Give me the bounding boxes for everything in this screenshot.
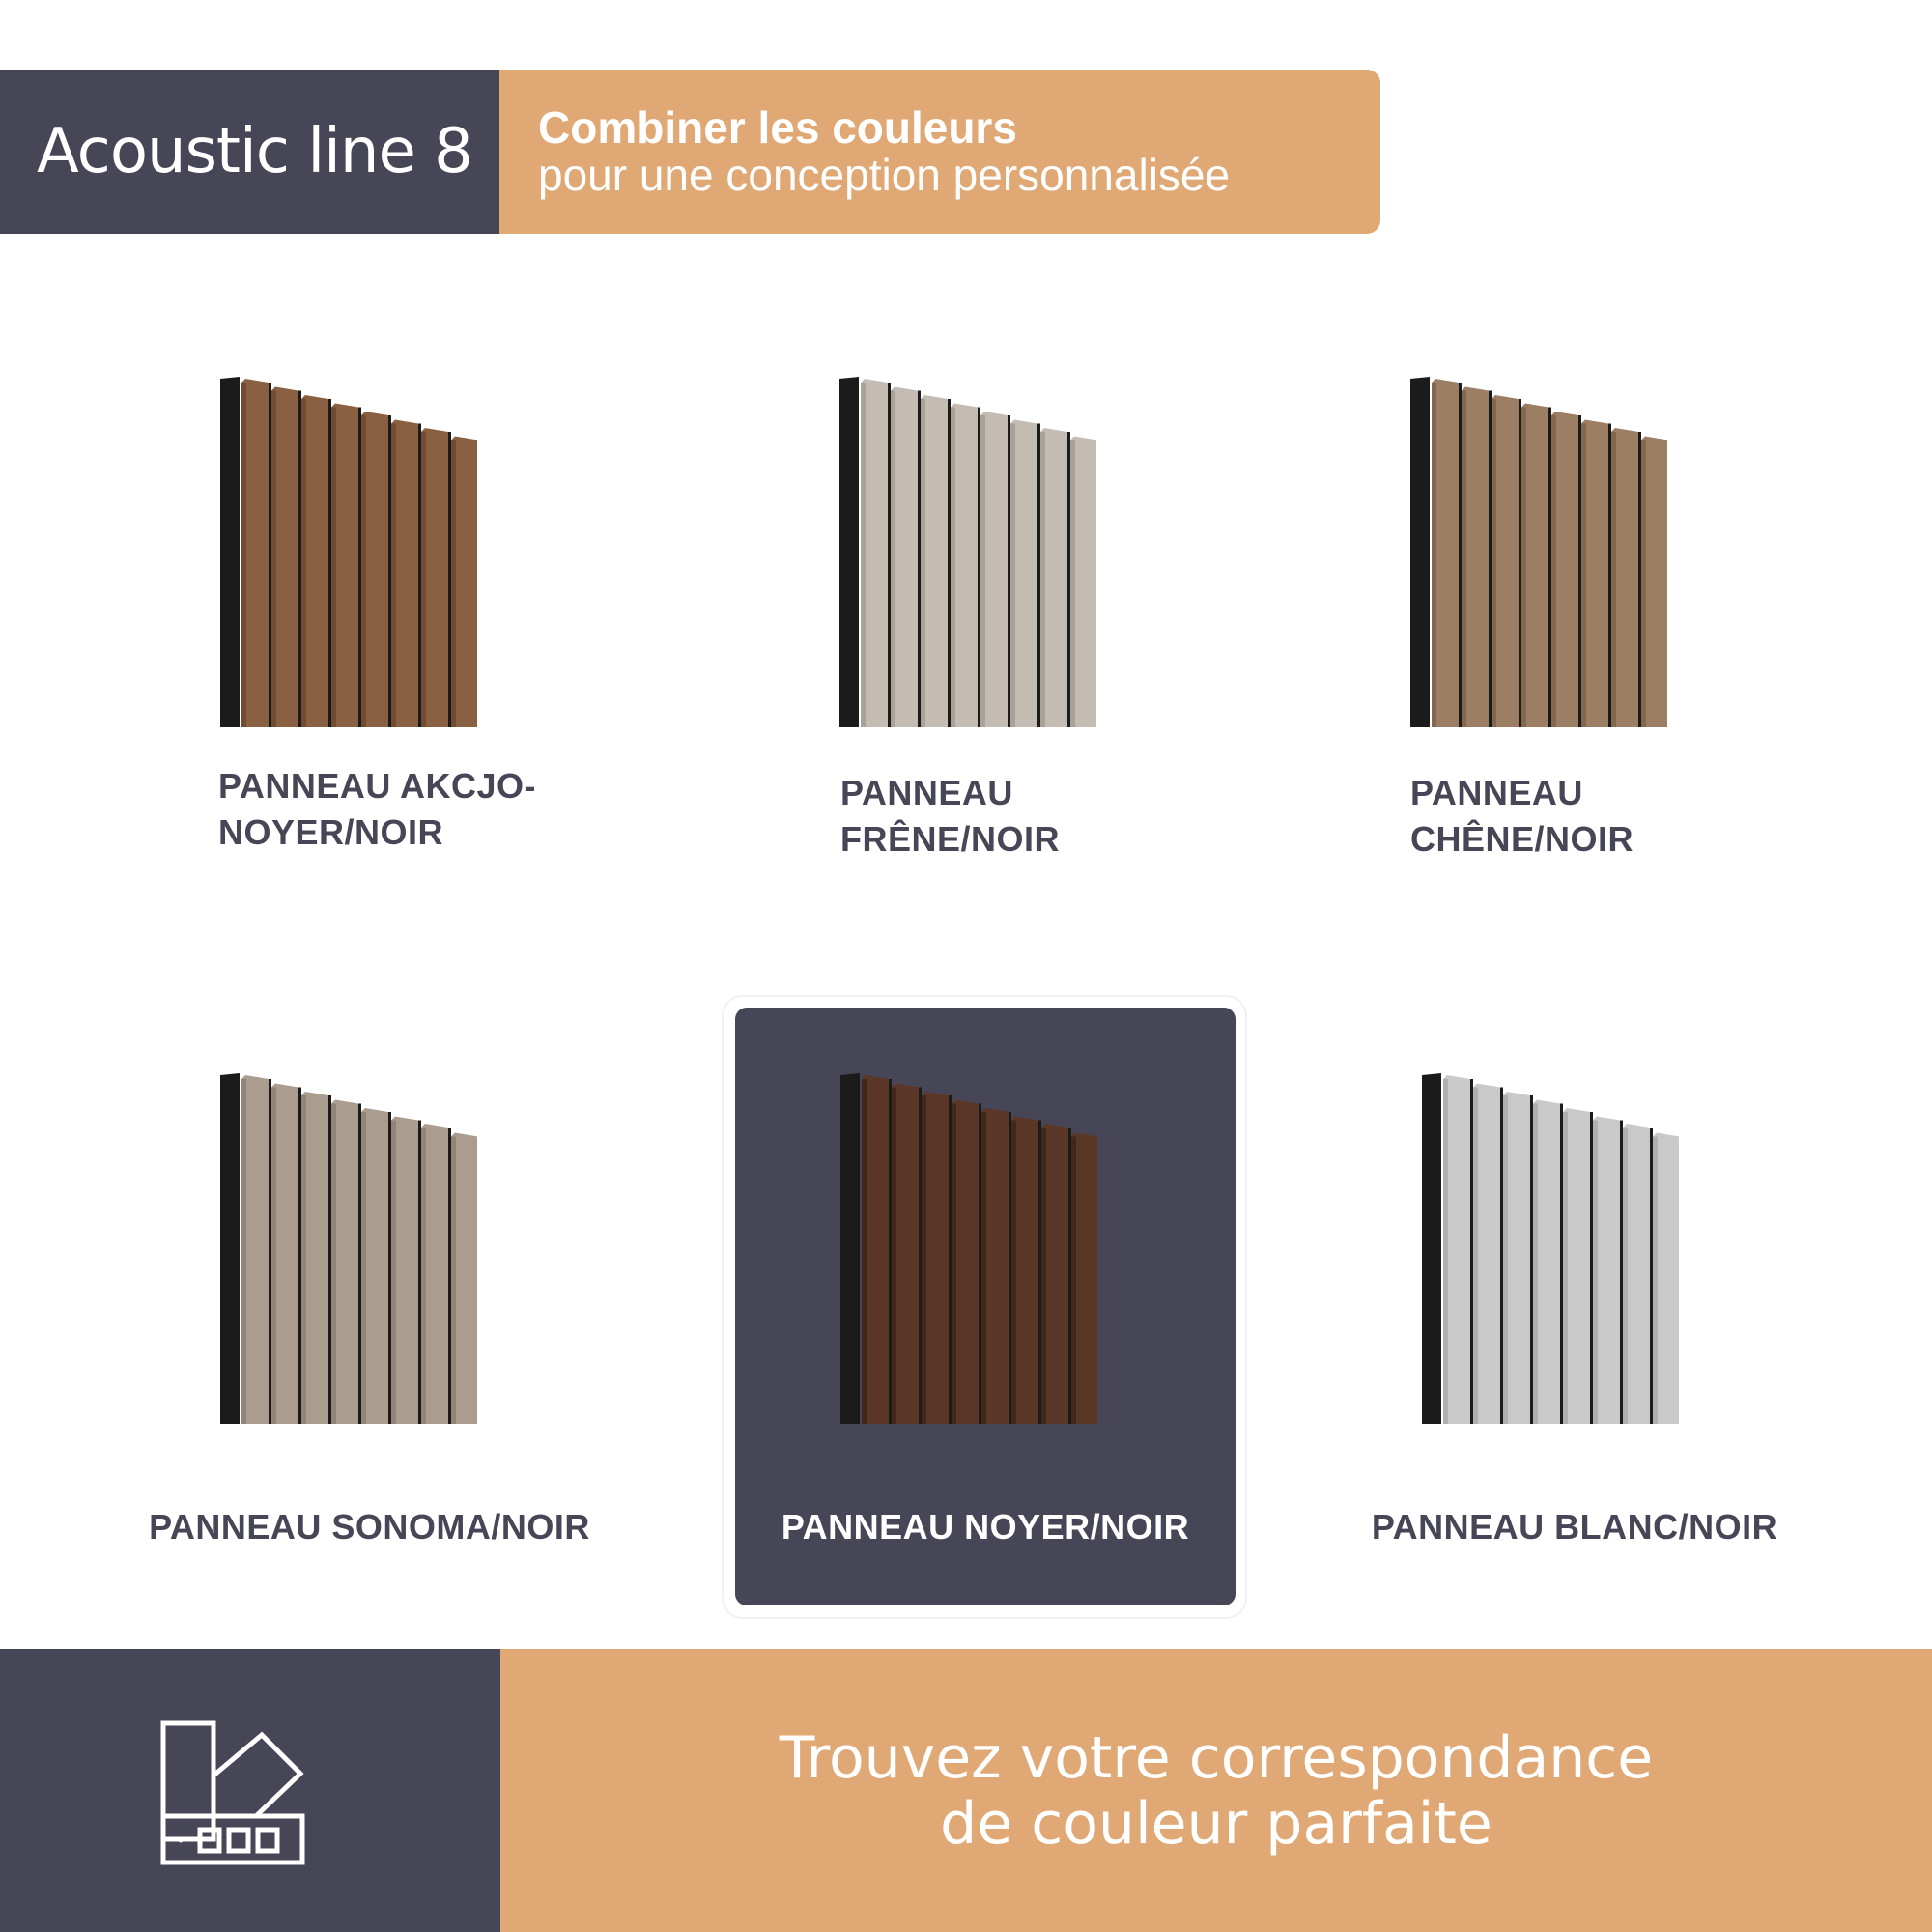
slat-shadow — [242, 383, 246, 727]
slat-shadow — [1623, 1128, 1628, 1424]
panel-image-chene[interactable] — [1410, 377, 1667, 727]
slat-groove — [358, 1104, 361, 1425]
slat-groove — [388, 415, 391, 727]
felt-backing — [1422, 1073, 1441, 1424]
slat-shadow — [1071, 1137, 1076, 1425]
slat-groove — [948, 399, 951, 727]
slat-shadow — [1611, 432, 1616, 727]
slat-groove — [1068, 1128, 1071, 1424]
slat-shadow — [1432, 383, 1436, 727]
slat-shadow — [1563, 1112, 1568, 1424]
slat-groove — [1638, 432, 1641, 727]
slat-shadow — [331, 408, 336, 728]
slat-groove — [418, 1121, 421, 1425]
panel-label-chene — [1410, 770, 1634, 863]
slat-shadow — [1503, 1095, 1508, 1424]
slat-groove — [1008, 415, 1010, 727]
slat-shadow — [862, 1079, 867, 1424]
panel-label-frene — [840, 770, 1060, 863]
panel-label-blanc — [1333, 1504, 1816, 1550]
slat-groove — [889, 1079, 892, 1424]
slat-shadow — [391, 1121, 396, 1425]
brand-title: Acoustic line 8 — [37, 116, 472, 187]
slat-groove — [1038, 1121, 1041, 1425]
panel-label-line: PANNEAU NOYER/NOIR — [781, 1507, 1190, 1547]
slat-shadow — [331, 1104, 336, 1425]
slat-shadow — [1653, 1137, 1658, 1425]
slat-shadow — [1462, 391, 1466, 728]
slat-shadow — [301, 399, 306, 727]
slat-shadow — [421, 432, 426, 727]
slat-groove — [1037, 424, 1040, 728]
panel-svg — [1422, 1073, 1679, 1424]
slat-shadow — [892, 1088, 896, 1425]
panel-label-line: PANNEAU BLANC/NOIR — [1371, 1507, 1778, 1547]
slat-shadow — [1070, 440, 1075, 728]
felt-backing — [839, 377, 859, 727]
slat-shadow — [1521, 408, 1526, 728]
slat-shadow — [1551, 415, 1556, 727]
slat-groove — [1608, 424, 1611, 728]
slat-groove — [1530, 1095, 1533, 1424]
slat-groove — [979, 1104, 981, 1425]
slat-groove — [1578, 415, 1581, 727]
slat-groove — [1620, 1121, 1623, 1425]
slat-groove — [978, 408, 980, 728]
slat-shadow — [1040, 432, 1045, 727]
footer-cta — [780, 1725, 1653, 1857]
slat-shadow — [1641, 440, 1646, 728]
slat-groove — [328, 1095, 331, 1424]
slat-shadow — [952, 1104, 956, 1425]
panel-label-line: PANNEAU — [840, 773, 1013, 812]
slat-groove — [448, 1128, 451, 1424]
slat-groove — [269, 1079, 271, 1424]
panel-image-noyer[interactable] — [840, 1073, 1097, 1424]
slat-groove — [298, 1088, 301, 1425]
slat-shadow — [1473, 1088, 1478, 1425]
slat-groove — [388, 1112, 391, 1424]
panel-image-frene[interactable] — [839, 377, 1096, 727]
slat-groove — [418, 424, 421, 728]
panel-svg — [840, 1073, 1097, 1424]
felt-backing — [220, 377, 240, 727]
panel-label-noyer — [735, 1504, 1236, 1550]
panel-svg — [220, 377, 477, 727]
slat-groove — [1650, 1128, 1653, 1424]
slat-shadow — [271, 391, 276, 728]
tagline-bold: Combiner les couleurs — [538, 102, 1017, 153]
panel-image-sonoma[interactable] — [220, 1073, 477, 1424]
slat-shadow — [1041, 1128, 1046, 1424]
slat-groove — [949, 1095, 952, 1424]
slat-shadow — [921, 399, 925, 727]
slat-groove — [1067, 432, 1070, 727]
slat-shadow — [951, 408, 955, 728]
slat-shadow — [922, 1095, 926, 1424]
slat-shadow — [981, 1112, 986, 1424]
panel-image-blanc[interactable] — [1422, 1073, 1679, 1424]
panel-label-line: NOYER/NOIR — [218, 812, 444, 852]
slat-groove — [919, 1088, 922, 1425]
slat-groove — [298, 391, 301, 728]
panel-svg — [220, 1073, 477, 1424]
panel-label-line: CHÊNE/NOIR — [1410, 819, 1634, 859]
felt-backing — [1410, 377, 1430, 727]
brand-banner — [0, 70, 499, 234]
slat-shadow — [361, 1112, 366, 1424]
slat-groove — [269, 383, 271, 727]
slat-shadow — [1443, 1079, 1448, 1424]
slat-groove — [1470, 1079, 1473, 1424]
slat-shadow — [361, 415, 366, 727]
slat-groove — [328, 399, 331, 727]
slat-shadow — [1533, 1104, 1538, 1425]
slat-groove — [1519, 399, 1521, 727]
tagline-regular: pour une conception personnalisée — [538, 150, 1231, 200]
felt-backing — [840, 1073, 860, 1424]
slat-groove — [1009, 1112, 1011, 1424]
tagline-banner — [488, 70, 1380, 234]
slat-shadow — [1492, 399, 1496, 727]
slat-groove — [448, 432, 451, 727]
footer-line: Trouvez votre correspondance — [779, 1723, 1654, 1792]
panel-svg — [839, 377, 1096, 727]
slat-shadow — [1581, 424, 1586, 728]
slat-shadow — [451, 440, 456, 728]
slat-groove — [888, 383, 891, 727]
slat-shadow — [421, 1128, 426, 1424]
slat-groove — [918, 391, 921, 728]
slat-groove — [358, 408, 361, 728]
slat-shadow — [271, 1088, 276, 1425]
panel-label-akcjo-noyer — [218, 763, 536, 856]
panel-label-line: PANNEAU AKCJO- — [218, 766, 537, 806]
footer-banner — [500, 1649, 1932, 1932]
felt-backing — [220, 1073, 240, 1424]
slat-groove — [1489, 391, 1492, 728]
panel-label-line: FRÊNE/NOIR — [840, 819, 1061, 859]
slat-shadow — [242, 1079, 246, 1424]
slat-shadow — [451, 1137, 456, 1425]
slat-shadow — [891, 391, 895, 728]
slat-shadow — [1593, 1121, 1598, 1425]
panel-label-line: PANNEAU — [1410, 773, 1583, 812]
slat-groove — [1459, 383, 1462, 727]
slat-groove — [1560, 1104, 1563, 1425]
slat-shadow — [391, 424, 396, 728]
panel-image-akcjo-noyer[interactable] — [220, 377, 477, 727]
slat-shadow — [1010, 424, 1015, 728]
panel-svg — [1410, 377, 1667, 727]
panel-label-line: PANNEAU SONOMA/NOIR — [149, 1507, 590, 1547]
slat-shadow — [861, 383, 866, 727]
panel-label-sonoma — [97, 1504, 642, 1550]
slat-shadow — [980, 415, 985, 727]
slat-groove — [1590, 1112, 1593, 1424]
slat-groove — [1500, 1088, 1503, 1425]
slat-shadow — [1011, 1121, 1016, 1425]
slat-shadow — [301, 1095, 306, 1424]
footer-line: de couleur parfaite — [940, 1789, 1492, 1858]
color-swatch-icon — [159, 1719, 306, 1866]
slat-groove — [1548, 408, 1551, 728]
